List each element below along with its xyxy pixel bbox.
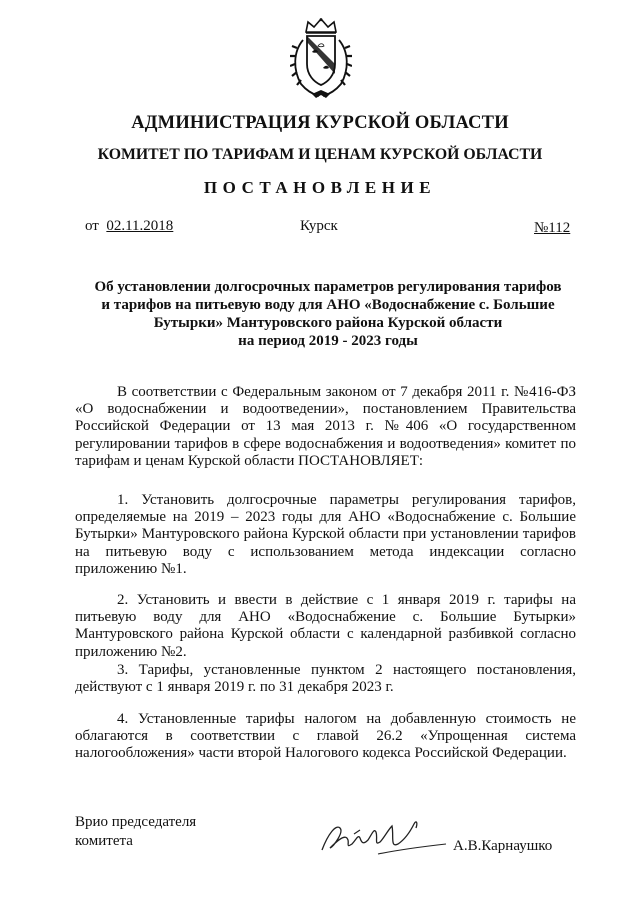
- document-type-title: ПОСТАНОВЛЕНИЕ: [203, 178, 437, 197]
- handwritten-signature: [318, 814, 448, 860]
- subject-line: Об установлении долгосрочных параметров регулирования тарифов: [94, 279, 562, 295]
- item-1-text: 1. Установить долгосрочные параметры регулирования тарифов, определяемые на 2019 – 2023 годы для АНО «Водоснабжение с. Большие Бутырки» Мантуровского района Курской области при установлении тарифов на питьевую воду с использованием метода индексации согласно приложению №1.: [75, 492, 576, 577]
- signatory-position: [75, 813, 196, 851]
- date-prefix: от: [85, 218, 99, 234]
- position-line: комитета: [75, 833, 133, 849]
- document-date: [85, 218, 173, 235]
- document-number: №112: [534, 220, 571, 236]
- item-2-paragraph: [75, 592, 576, 661]
- item-3-paragraph: [75, 662, 576, 696]
- subject-line: и тарифов на питьевую воду для АНО «Водоснабжение с. Большие: [101, 297, 555, 313]
- item-4-paragraph: [75, 711, 576, 763]
- document-subject: [80, 278, 576, 350]
- item-3-text: 3. Тарифы, установленные пунктом 2 настоящего постановления, действуют с 1 января 2019 г. по 31 декабря 2023 г.: [75, 662, 576, 696]
- coat-of-arms-emblem: [290, 18, 352, 100]
- item-4-text: 4. Установленные тарифы налогом на добавленную стоимость не облагаются в соответствии с главой 26.2 «Упрощенная система налогообложения» части второй Налогового кодекса Российской Федерации.: [75, 711, 576, 762]
- subject-line: на период 2019 - 2023 годы: [238, 333, 418, 349]
- item-1-paragraph: [75, 492, 576, 578]
- preamble-paragraph: [75, 384, 576, 470]
- position-line: Врио председателя: [75, 814, 197, 830]
- preamble-text: В соответствии с Федеральным законом от 7 декабря 2011 г. №416-ФЗ «О водоснабжении и водоотведении», постановлением Правительства Российской Федерации от 13 мая 2013 г. №406 «О государственном регулировании тарифов в сфере водоснабжения и водоотведения» комитет по тарифам и ценам Курской области ПОСТАНОВЛЯЕТ:: [75, 384, 576, 469]
- organization-title: АДМИНИСТРАЦИЯ КУРСКОЙ ОБЛАСТИ: [131, 113, 509, 133]
- date-value: 02.11.2018: [106, 218, 174, 234]
- signatory-name: А.В.Карнаушко: [453, 838, 553, 854]
- item-2-text: 2. Установить и ввести в действие с 1 января 2019 г. тарифы на питьевую воду для АНО «Водоснабжение с. Большие Бутырки» Мантуровского района Курской области с календарной разбивкой согласно приложению №2.: [75, 592, 576, 660]
- committee-title: КОМИТЕТ ПО ТАРИФАМ И ЦЕНАМ КУРСКОЙ ОБЛАСТИ: [97, 146, 543, 163]
- document-city: Курск: [300, 218, 338, 234]
- subject-line: Бутырки» Мантуровского района Курской области: [153, 315, 503, 331]
